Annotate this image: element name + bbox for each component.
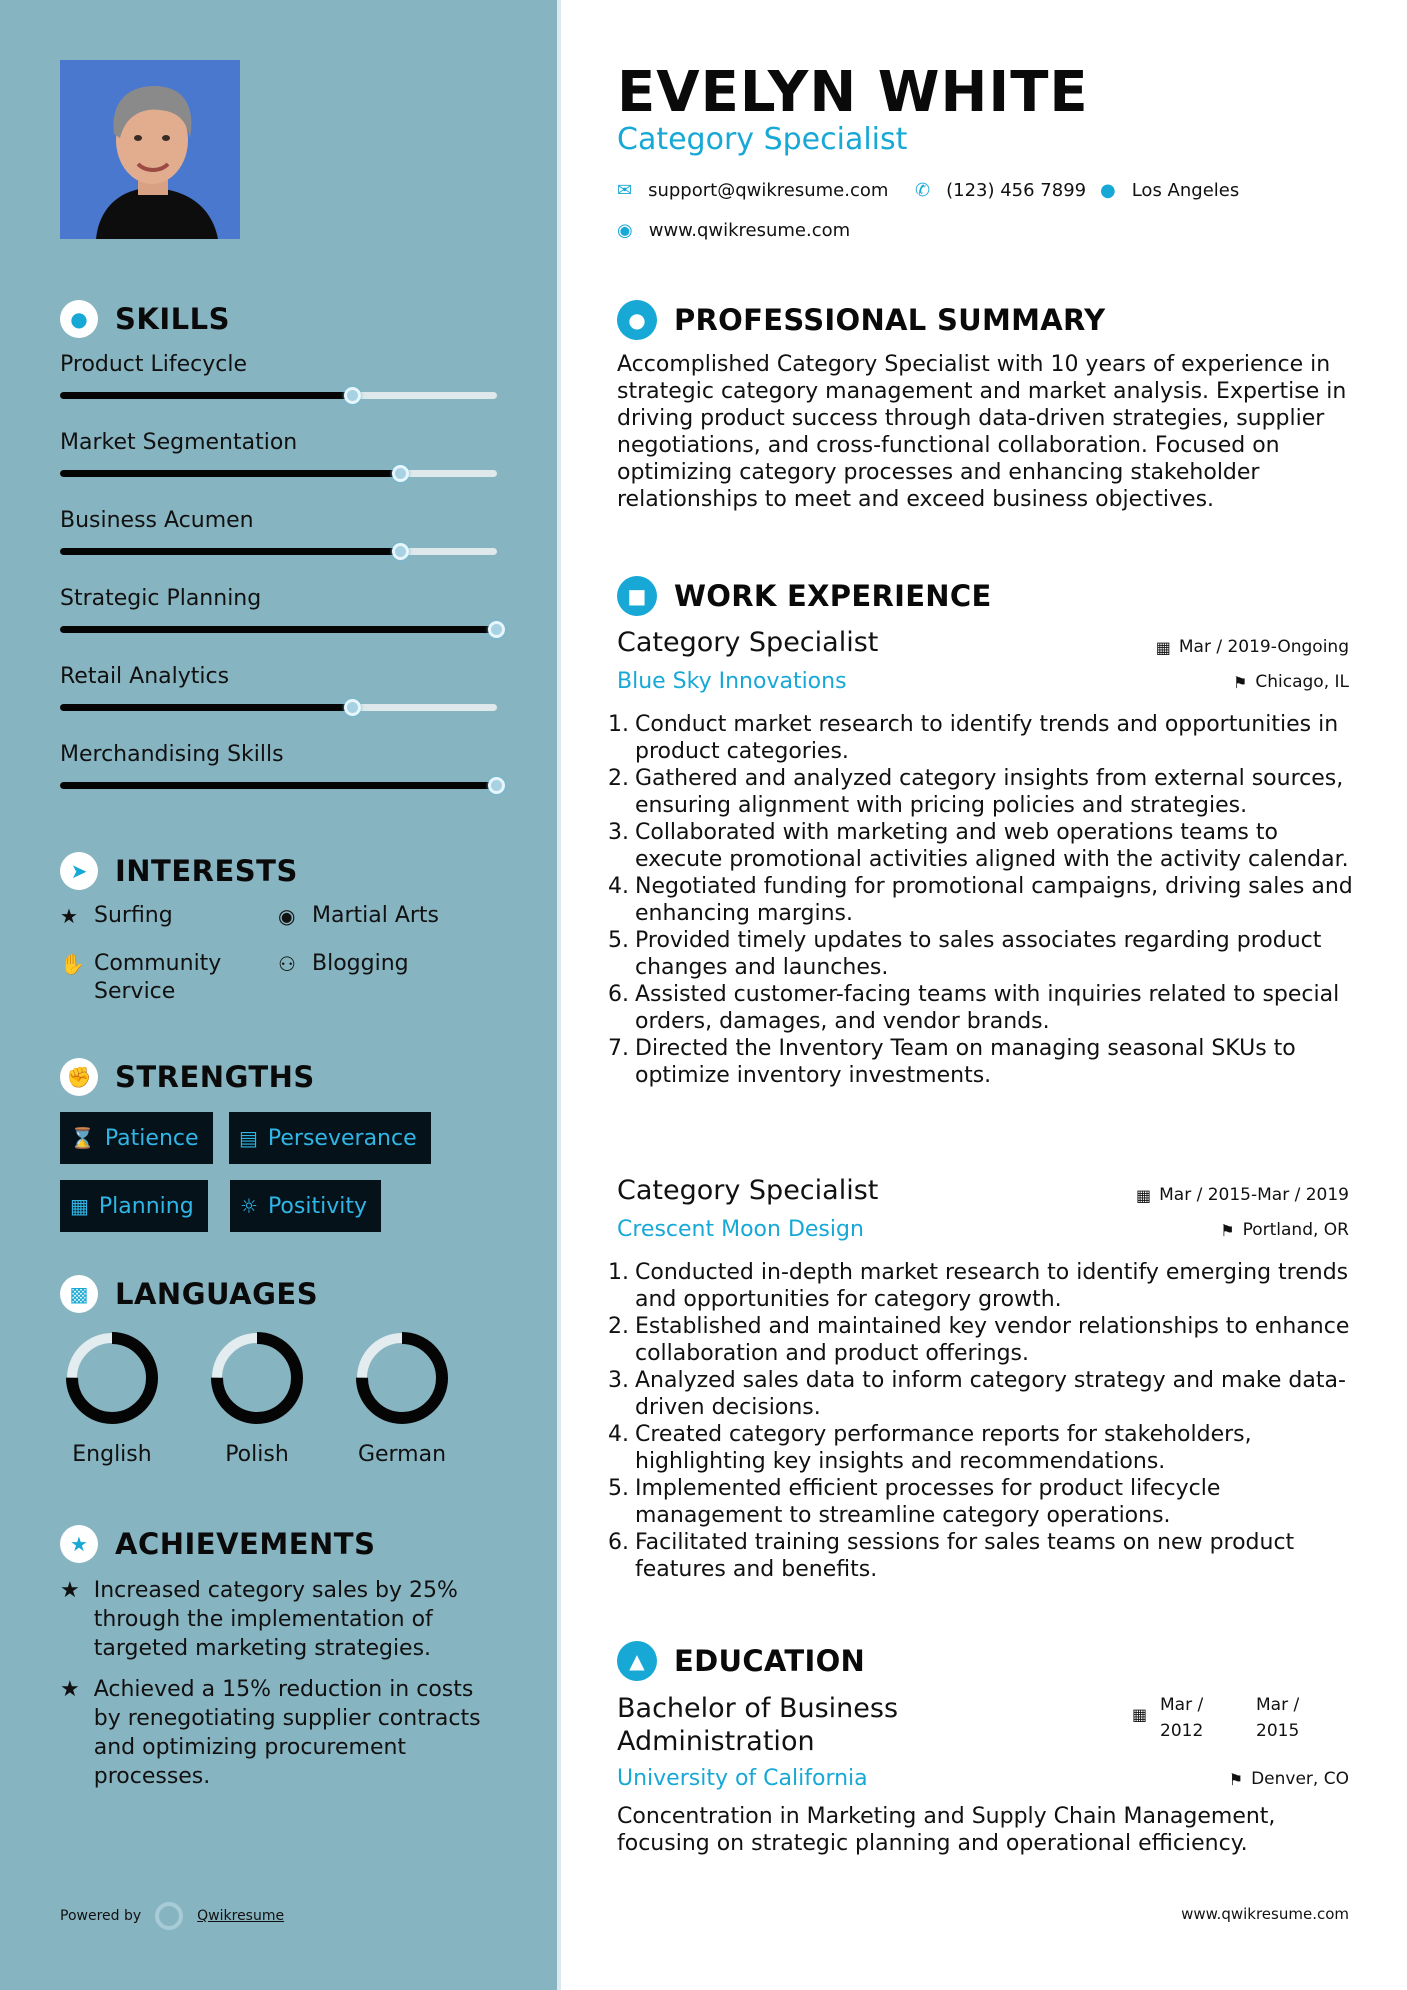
achievement-text: Increased category sales by 25% through the implementation of targeted marketing strategies. bbox=[93, 1578, 458, 1661]
shooting-star-icon: ★ bbox=[60, 1677, 80, 1702]
shooting-star-icon: ★ bbox=[60, 1578, 80, 1603]
duty-item: 6. Assisted customer-facing teams with inquiries related to special orders, damages, and vendor brands. bbox=[607, 981, 1367, 1035]
skill-label: Market Segmentation bbox=[60, 430, 298, 455]
calendar-icon: ▦ bbox=[70, 1194, 89, 1218]
powered-by bbox=[60, 1902, 284, 1930]
summary-header bbox=[617, 300, 1105, 340]
duty-item: 4. Created category performance reports for stakeholders, highlighting key insights and recommendations. bbox=[607, 1421, 1367, 1475]
skill-track bbox=[60, 470, 497, 477]
edu-date-start: Mar / 2012 bbox=[1160, 1695, 1204, 1741]
skill-fill bbox=[60, 548, 401, 555]
education-title: EDUCATION bbox=[674, 1644, 866, 1678]
duty-list bbox=[607, 1259, 1367, 1583]
skill-item bbox=[60, 508, 497, 533]
duty-text: Conducted in-depth market research to identify emerging trends and opportunities for category growth. bbox=[635, 1260, 1349, 1312]
calendar-icon: ▦ bbox=[1135, 1185, 1152, 1205]
summary-text: Accomplished Category Specialist with 10 years of experience in strategic category management and market analysis. Expertise in driving product success through data-driven strategies, supplier negotiations, and cross-functional collaboration. Focused on optimizing category processes and enhancing stakeholder relationships to meet and exceed business objectives. bbox=[617, 352, 1347, 512]
duty-item: 6. Facilitated training sessions for sales teams on new product features and benefits. bbox=[607, 1529, 1367, 1583]
strength-badge bbox=[60, 1112, 213, 1164]
skill-track bbox=[60, 392, 497, 399]
skill-label: Product Lifecycle bbox=[60, 352, 248, 377]
fist-icon: ✊ bbox=[60, 1058, 98, 1096]
duty-text: Conduct market research to identify trends and opportunities in product categories. bbox=[635, 712, 1339, 764]
job-date-text: Mar / 2015-Mar / 2019 bbox=[1159, 1185, 1349, 1205]
contact-phone bbox=[915, 180, 1086, 201]
sun-icon: ☼ bbox=[240, 1194, 258, 1218]
duty-text: Analyzed sales data to inform category strategy and make data-driven decisions. bbox=[635, 1368, 1346, 1420]
skill-label: Retail Analytics bbox=[60, 664, 230, 689]
language-card-icon: ▩ bbox=[60, 1275, 98, 1313]
calendar-icon: ▦ bbox=[1132, 1705, 1148, 1724]
job-location bbox=[1233, 672, 1349, 692]
globe-icon: ◉ bbox=[617, 220, 633, 241]
interest-label: Blogging bbox=[312, 951, 409, 976]
graduate-icon: ▲ bbox=[617, 1641, 657, 1681]
duty-item: 3. Analyzed sales data to inform category strategy and make data-driven decisions. bbox=[607, 1367, 1367, 1421]
interest-item bbox=[278, 950, 409, 978]
skill-fill bbox=[60, 470, 401, 477]
duty-text: Implemented efficient processes for product lifecycle management to streamline category operations. bbox=[635, 1476, 1221, 1528]
user-icon: ● bbox=[617, 300, 657, 340]
experience-title: WORK EXPERIENCE bbox=[674, 579, 992, 613]
language-item bbox=[202, 1330, 312, 1467]
strength-label: Planning bbox=[98, 1193, 194, 1219]
strength-badge bbox=[230, 1180, 381, 1232]
skill-knob bbox=[344, 699, 361, 716]
skill-fill bbox=[60, 782, 497, 789]
job-title: Category Specialist bbox=[617, 1175, 879, 1206]
interest-label: Martial Arts bbox=[312, 903, 440, 928]
job-date bbox=[1156, 637, 1349, 657]
duty-text: Facilitated training sessions for sales teams on new product features and benefits. bbox=[635, 1530, 1295, 1582]
contact-email bbox=[617, 180, 888, 201]
strength-badge bbox=[229, 1112, 431, 1164]
language-label: English bbox=[72, 1442, 152, 1467]
star-badge-icon: ★ bbox=[60, 1525, 98, 1563]
skill-knob bbox=[392, 543, 409, 560]
skills-title: SKILLS bbox=[115, 302, 230, 336]
duty-text: Assisted customer-facing teams with inquiries related to special orders, damages, and vendor brands. bbox=[635, 982, 1340, 1034]
strengths-header bbox=[60, 1058, 315, 1096]
achievement-item bbox=[60, 1675, 500, 1791]
job-title: Category Specialist bbox=[617, 627, 879, 658]
achievement-item bbox=[60, 1576, 500, 1663]
skill-knob bbox=[488, 777, 505, 794]
skill-knob bbox=[344, 387, 361, 404]
interest-item bbox=[60, 950, 260, 1006]
skill-track bbox=[60, 548, 497, 555]
interest-label: Surfing bbox=[94, 903, 173, 928]
job-date-text: Mar / 2019-Ongoing bbox=[1178, 637, 1349, 657]
pin-icon: ⚑ bbox=[1228, 1769, 1244, 1789]
duty-text: Directed the Inventory Team on managing seasonal SKUs to optimize inventory investments. bbox=[635, 1036, 1296, 1088]
duty-item: 1. Conducted in-depth market research to identify emerging trends and opportunities for category growth. bbox=[607, 1259, 1367, 1313]
skill-track bbox=[60, 782, 497, 789]
footer-url[interactable]: www.qwikresume.com bbox=[1181, 1905, 1349, 1923]
candidate-name: EVELYN WHITE bbox=[617, 60, 1089, 125]
sidebar-divider bbox=[557, 0, 561, 1990]
interests-header bbox=[60, 852, 298, 890]
duty-text: Collaborated with marketing and web operations teams to execute promotional activities aligned with the activity calendar. bbox=[635, 820, 1349, 872]
languages-title: LANGUAGES bbox=[115, 1277, 319, 1311]
candidate-role: Category Specialist bbox=[617, 122, 908, 157]
duty-item: 2. Established and maintained key vendor relationships to enhance collaboration and product offerings. bbox=[607, 1313, 1367, 1367]
strength-label: Perseverance bbox=[267, 1125, 417, 1151]
paper-plane-icon: ➤ bbox=[60, 852, 98, 890]
email-text[interactable]: support@qwikresume.com bbox=[648, 180, 889, 201]
calendar-icon: ▦ bbox=[1155, 637, 1171, 657]
language-label: Polish bbox=[225, 1442, 289, 1467]
duty-item: 1. Conduct market research to identify trends and opportunities in product categories. bbox=[607, 711, 1367, 765]
contact-website bbox=[617, 220, 850, 241]
skill-knob bbox=[392, 465, 409, 482]
duty-item: 5. Provided timely updates to sales associates regarding product changes and launches. bbox=[607, 927, 1367, 981]
skill-item bbox=[60, 742, 497, 767]
map-pin-icon: ● bbox=[1100, 180, 1116, 201]
users-icon: ⚇ bbox=[278, 952, 296, 976]
education-description: Concentration in Marketing and Supply Chain Management, focusing on strategic planning and operational efficiency. bbox=[617, 1804, 1276, 1856]
job-location-text: Chicago, IL bbox=[1255, 672, 1349, 692]
edu-date-end: Mar / 2015 bbox=[1256, 1695, 1300, 1741]
chair-icon: ■ bbox=[617, 576, 657, 616]
experience-header bbox=[617, 576, 992, 616]
duty-text: Established and maintained key vendor relationships to enhance collaboration and product offerings. bbox=[635, 1314, 1350, 1366]
language-label: German bbox=[357, 1442, 447, 1467]
duty-text: Provided timely updates to sales associates regarding product changes and launches. bbox=[635, 928, 1322, 980]
skill-item bbox=[60, 586, 497, 611]
binoculars-icon: ▤ bbox=[239, 1126, 258, 1150]
degree-title: Bachelor of Business Administration bbox=[617, 1693, 899, 1757]
language-item bbox=[347, 1330, 457, 1467]
envelope-icon: ✉ bbox=[617, 180, 633, 201]
strength-label: Patience bbox=[104, 1125, 199, 1151]
job-location-text: Portland, OR bbox=[1242, 1220, 1349, 1240]
skill-track bbox=[60, 626, 497, 633]
achievements-title: ACHIEVEMENTS bbox=[115, 1527, 376, 1561]
pin-icon: ⚑ bbox=[1233, 672, 1248, 692]
hourglass-icon: ⌛ bbox=[70, 1126, 95, 1150]
skill-item bbox=[60, 430, 497, 455]
powered-by-text: Powered by bbox=[60, 1908, 142, 1924]
location-text: Los Angeles bbox=[1131, 180, 1240, 201]
language-ring bbox=[64, 1330, 160, 1426]
job-location bbox=[1220, 1220, 1349, 1240]
duty-item: 4. Negotiated funding for promotional campaigns, driving sales and enhancing margins. bbox=[607, 873, 1367, 927]
achievements-header bbox=[60, 1525, 375, 1563]
interest-item bbox=[278, 902, 439, 930]
skill-fill bbox=[60, 626, 497, 633]
skill-knob bbox=[488, 621, 505, 638]
strength-label: Positivity bbox=[267, 1193, 367, 1219]
profile-photo bbox=[60, 60, 240, 239]
duty-item: 3. Collaborated with marketing and web operations teams to execute promotional activities aligned with the activity calendar. bbox=[607, 819, 1367, 873]
skill-track bbox=[60, 704, 497, 711]
edu-location bbox=[1229, 1769, 1349, 1789]
summary-title: PROFESSIONAL SUMMARY bbox=[674, 303, 1106, 337]
language-item bbox=[57, 1330, 167, 1467]
skill-label: Strategic Planning bbox=[60, 586, 262, 611]
duty-item: 7. Directed the Inventory Team on managing seasonal SKUs to optimize inventory investments. bbox=[607, 1035, 1367, 1089]
duty-text: Negotiated funding for promotional campaigns, driving sales and enhancing margins. bbox=[635, 874, 1353, 926]
achievement-text: Achieved a 15% reduction in costs by renegotiating supplier contracts and optimizing procurement processes. bbox=[93, 1677, 481, 1789]
contact-location bbox=[1100, 180, 1239, 201]
duty-item: 2. Gathered and analyzed category insights from external sources, ensuring alignment with pricing policies and strategies. bbox=[607, 765, 1367, 819]
skill-label: Merchandising Skills bbox=[60, 742, 284, 767]
language-ring bbox=[354, 1330, 450, 1426]
website-text[interactable]: www.qwikresume.com bbox=[648, 220, 851, 241]
qwikresume-logo-icon bbox=[155, 1902, 183, 1930]
edu-calendar bbox=[1132, 1705, 1155, 1724]
lightbulb-icon: ● bbox=[60, 300, 98, 338]
phone-text: (123) 456 7899 bbox=[946, 180, 1087, 201]
strength-badge bbox=[60, 1180, 208, 1232]
skill-label: Business Acumen bbox=[60, 508, 254, 533]
company-name: Crescent Moon Design bbox=[617, 1217, 864, 1242]
company-name: Blue Sky Innovations bbox=[617, 669, 847, 694]
brand-link[interactable]: Qwikresume bbox=[197, 1908, 285, 1924]
job-date bbox=[1136, 1185, 1349, 1205]
hand-icon: ✋ bbox=[60, 952, 85, 976]
globe-icon: ◉ bbox=[278, 904, 296, 928]
skills-header bbox=[60, 300, 230, 338]
edu-location-text: Denver, CO bbox=[1251, 1769, 1349, 1789]
duty-text: Gathered and analyzed category insights from external sources, ensuring alignment with pricing policies and strategies. bbox=[635, 766, 1344, 818]
strengths-title: STRENGTHS bbox=[115, 1060, 315, 1094]
duty-list bbox=[607, 711, 1367, 1089]
skill-item bbox=[60, 664, 497, 689]
star-icon: ★ bbox=[60, 904, 78, 928]
skill-fill bbox=[60, 392, 353, 399]
skill-fill bbox=[60, 704, 353, 711]
interest-label: Community Service bbox=[94, 951, 222, 1004]
school-name: University of California bbox=[617, 1766, 868, 1791]
interests-title: INTERESTS bbox=[115, 854, 298, 888]
education-header bbox=[617, 1641, 865, 1681]
skill-item bbox=[60, 352, 497, 377]
duty-text: Created category performance reports for stakeholders, highlighting key insights and recommendations. bbox=[635, 1422, 1252, 1474]
pin-icon: ⚑ bbox=[1220, 1220, 1235, 1240]
phone-icon: ✆ bbox=[915, 180, 931, 201]
languages-header bbox=[60, 1275, 318, 1313]
interest-item bbox=[60, 902, 173, 930]
duty-item: 5. Implemented efficient processes for product lifecycle management to streamline category operations. bbox=[607, 1475, 1367, 1529]
language-ring bbox=[209, 1330, 305, 1426]
